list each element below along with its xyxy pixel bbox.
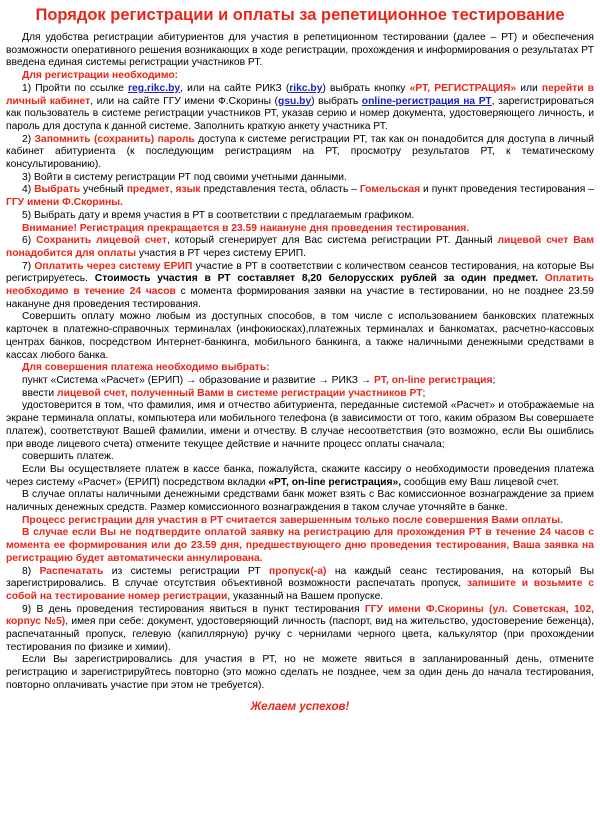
registration-complete-note: Процесс регистрации для участия в РТ считается завершенным только после совершения Вами оплаты.	[22, 514, 563, 526]
step-2-num: 2)	[22, 133, 35, 145]
step-7-text-c: участие в РТ в соответствии с количеством сеансов тестирования, на которые Вы регистрируетесь.	[6, 260, 594, 285]
step-8-text-e: на каждый сеанс тестирования, на который Вы зарегистрировались. В случае отсутствия объективной возможности распечатать пропуск,	[6, 565, 594, 590]
language-text: язык	[175, 184, 201, 196]
step-8	[6, 566, 594, 604]
bank-paragraph	[6, 464, 594, 489]
step-2	[6, 134, 594, 172]
step-4-text-i: и пункт проведения тестирования –	[420, 184, 594, 196]
step-6	[6, 235, 594, 260]
registration-header: Для регистрации необходимо:	[22, 70, 179, 82]
complete-payment: совершить платеж.	[22, 451, 114, 463]
step-5: 5) Выбрать дату и время участия в РТ в соответствии с предлагаемым графиком.	[22, 209, 415, 221]
gsu-link[interactable]: gsu.by	[277, 95, 312, 107]
cash-paragraph: В случае оплаты наличными денежными средствами банк может взять с Вас комиссионное вознаграждение за прием наличных денежных средств. Размер комиссионного вознаграждения в таком случае уточняйте в банке.	[6, 489, 594, 514]
bank-text-c: сообщив ему Ваш лицевой счет.	[401, 476, 559, 488]
closing-wish: Желаем успехов!	[250, 700, 350, 713]
print-text: Распечатать	[39, 565, 104, 577]
step-3: 3) Войти в систему регистрации РТ под своими учетными данными.	[22, 171, 347, 183]
step-1-text-b: , или на сайте РИКЗ (	[180, 82, 290, 94]
testing-point-text: ГГУ имени Ф.Скорины.	[6, 197, 123, 209]
step-7-text-g: с момента формирования заявки на участие в тестировании, но не позднее 23.59 накануне дня проведения тестирования.	[6, 286, 595, 310]
pay-deadline-text: Оплатить необходимо в течение 24 часов	[6, 273, 594, 298]
reschedule-paragraph: Если Вы зарегистрировались для участия в РТ, но не можете явиться в запланированный день, отмените регистрацию и зарегистрируйтесь повторно (это можно сделать не позднее, чем за один день до начала тестирования, повторно оплачивать участие при этом не требуется).	[6, 654, 594, 691]
select-text: Выбрать	[34, 184, 81, 196]
step-6-text-e: участия в РТ через систему ЕРИП.	[136, 247, 306, 259]
enter-account-text: ввести	[22, 387, 58, 399]
step-7-text-e	[538, 273, 545, 284]
enter-account-end: ;	[422, 387, 426, 399]
step-1-text-c: ) выбрать кнопку	[322, 82, 410, 94]
rt-online-tab-text: «РТ, on-line регистрация»,	[268, 476, 402, 488]
step-1-text-g: ) выбрать	[311, 95, 362, 107]
bank-text-a: Если Вы осуществляете платеж в кассе банка, пожалуйста, скажите кассиру о необходимости проведения платежа через систему «Расчет» (ЕРИП) посредством вкладки	[6, 463, 594, 488]
write-down-text: запишите и возьмите с собой на тестирование номер регистрации	[6, 578, 595, 602]
attention-note: Внимание! Регистрация прекращается в 23.59 накануне дня проведения тестирования.	[22, 222, 470, 234]
step-2-text: доступа к системе регистрации РТ, так как он понадобится для доступа в личный кабинет абитуриента (к последующим регистрациям на РТ, просмотру результатов РТ, к тематическому консультированию).	[6, 133, 594, 171]
step-4	[6, 184, 594, 209]
step-8-text-g: , указанный на Вашем пропуске.	[227, 590, 384, 602]
step-1-text-h: , зарегистрироваться как пользователь в системе регистрации участников РТ, указав серию и номер документа, удостоверяющего личность, и пароль для доступа к данной системе. Заполнить краткую анкету участника РТ.	[6, 95, 595, 132]
step-8-num: 8)	[22, 565, 40, 577]
erip-path	[6, 375, 594, 388]
testing-address-text: ГГУ имени Ф.Скорины (ул. Советская, 102, корпус №5)	[6, 603, 594, 628]
account-needed-text: лицевой счет Вам понадобится для оплаты	[6, 235, 594, 259]
auto-cancel-note: В случае если Вы не подтвердите оплатой заявку на регистрацию для прохождения РТ в течение 24 часов с момента ее формирования или до 23.59 дня, предшествующего дню проведения тестирования, Ваша заявка на регистрацию будет автоматически аннулирована.	[6, 527, 594, 564]
reg-rikc-link[interactable]: reg.rikc.by	[128, 82, 181, 94]
step-1-text-f: , или на сайте ГГУ имени Ф.Скорины (	[90, 95, 278, 107]
step-7-num: 7)	[22, 260, 35, 272]
step-7	[6, 261, 594, 312]
verify-paragraph: удостоверится в том, что фамилия, имя и отчество абитуриента, переданные системой «Расчет» и отображаемые на экране терминала оплаты, компьютера или мобильного телефона (в зависимости от того, каким образом Вы совершаете платеж), соответствуют Вашей фамилии, имени и отчеству. В случае несоответствия (это возможно, если Вы ошиблись при вводе лицевого счета) отмените текущее действие и начните процесс оплаты сначала;	[6, 400, 594, 450]
erip-path-text: пункт «Система «Расчет» (ЕРИП) → образование и развитие → РИКЗ →	[22, 374, 375, 386]
step-1-text-d: или	[516, 82, 542, 94]
save-password-text: Запомнить (сохранить) пароль	[34, 133, 195, 145]
pass-text: пропуск(-а)	[269, 565, 327, 577]
personal-cabinet-text: перейти в личный кабинет	[6, 82, 595, 107]
step-1-text-a: 1) Пройти по ссылке	[22, 82, 129, 94]
account-received-text: лицевой счет, полученный Вами в системе регистрации участников РТ	[57, 387, 423, 399]
payment-methods-paragraph: Совершить оплату можно любым из доступных способов, в том числе с использованием банковских платежных карточек в платежно-справочных терминалах (инфокиосках),платежных терминалах и банкоматах, расчетно-кассовых центрах банков, посредством Интернет-банкинга, мобильного банкинга, а также наличными денежными средствами в кассах любого банка.	[6, 311, 594, 361]
step-9	[6, 604, 594, 655]
rikc-link[interactable]: rikc.by	[289, 82, 323, 94]
step-4-text-g: представления теста, область –	[200, 184, 360, 196]
step-4-num: 4)	[22, 184, 35, 196]
step-6-num: 6)	[22, 235, 37, 247]
price-text: Стоимость участия в РТ составляет 8,20 белорусских рублей за один предмет.	[94, 273, 538, 285]
subject-text: предмет	[126, 184, 170, 196]
step-9-text-a: 9) В день проведения тестирования явиться в пункт тестирования	[22, 603, 365, 615]
step-4-text-e: ,	[169, 184, 176, 196]
step-8-text-c: из системы регистрации РТ	[103, 565, 270, 577]
step-1	[6, 83, 594, 134]
step-4-text-c: учебный	[80, 184, 127, 196]
intro-paragraph: Для удобства регистрации абитуриентов для участия в репетиционном тестировании (далее – РТ) и обеспечения возможности оперативного решения возникающих в ходе регистрации, прохождения и информирования о результатах РТ введена единая системы регистрации участников РТ.	[6, 32, 594, 69]
enter-account	[6, 388, 594, 401]
rt-online-text: РТ, on-line регистрация	[374, 374, 493, 386]
payment-header: Для совершения платежа необходимо выбрать:	[22, 362, 270, 374]
page-title: Порядок регистрации и оплаты за репетиционное тестирование	[35, 6, 565, 24]
save-account-text: Сохранить лицевой счет	[36, 235, 167, 247]
step-6-text-c: , который сгенерирует для Вас система регистрации РТ. Данный	[166, 235, 498, 247]
step-9-text-c: , имея при себе: документ, удостоверяющий личность (паспорт, вид на жительство, удостоверение беженца), распечатанный пропуск, гелевую (капиллярную) ручку с чернилами черного цвета, калькулятор (при прохождении тестирования по физике и химии).	[6, 616, 594, 653]
region-text: Гомельская	[359, 184, 421, 196]
online-registration-link[interactable]: online-регистрация на РТ	[361, 95, 492, 107]
rt-registration-button-label: «РТ, РЕГИСТРАЦИЯ»	[409, 82, 517, 94]
pay-erip-text: Оплатить через систему ЕРИП	[34, 260, 193, 272]
erip-path-end: ;	[492, 374, 496, 386]
